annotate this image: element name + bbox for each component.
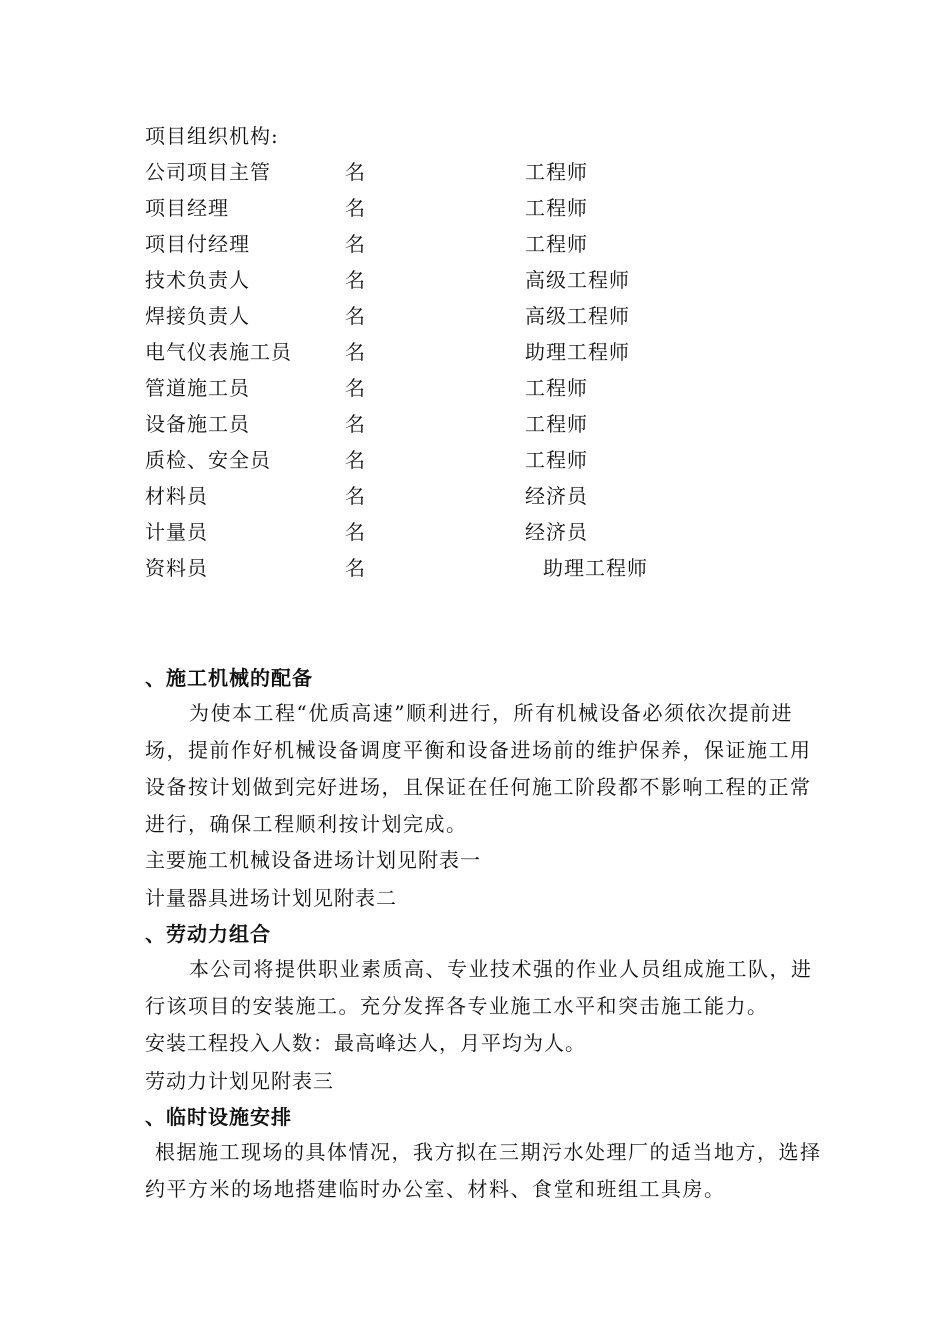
- org-count: 名: [345, 448, 366, 472]
- org-position: 项目经理: [145, 196, 229, 220]
- org-title: 经济员: [525, 484, 588, 508]
- org-row: [0, 410, 950, 446]
- org-count: 名: [345, 340, 366, 364]
- org-title: 高级工程师: [525, 304, 630, 328]
- org-title: 助理工程师: [525, 340, 630, 364]
- labor-paragraph: 本公司将提供职业素质高、专业技术强的作业人员组成施工队，进行该项目的安装施工。充分发挥各专业施工水平和突击施工能力。: [145, 957, 813, 1018]
- org-row: [0, 266, 950, 302]
- org-count: 名: [345, 484, 366, 508]
- org-count: 名: [345, 232, 366, 256]
- org-position: 项目付经理: [145, 232, 250, 256]
- org-position: 电气仪表施工员: [145, 340, 292, 364]
- section-heading-machinery: 、施工机械的配备: [145, 666, 313, 690]
- org-position: 焊接负责人: [145, 304, 250, 328]
- org-count: 名: [345, 196, 366, 220]
- measuring-tools-line: 计量器具进场计划见附表二: [145, 886, 397, 910]
- org-position: 质检、安全员: [145, 448, 271, 472]
- org-position: 计量员: [145, 520, 208, 544]
- org-row: [0, 338, 950, 374]
- org-row: [0, 482, 950, 518]
- org-position: 设备施工员: [145, 412, 250, 436]
- org-position: 资料员: [145, 556, 208, 580]
- section-heading-temp-facilities: 、临时设施安排: [145, 1105, 292, 1129]
- org-row: [0, 554, 950, 590]
- org-title: 工程师: [525, 448, 588, 472]
- org-position: 公司项目主管: [145, 160, 271, 184]
- org-title: 工程师: [525, 412, 588, 436]
- org-row: [0, 302, 950, 338]
- org-title: 高级工程师: [525, 268, 630, 292]
- machinery-schedule-line: 主要施工机械设备进场计划见附表一: [145, 848, 481, 872]
- org-count: 名: [345, 304, 366, 328]
- org-structure-title: 项目组织机构:: [145, 124, 279, 148]
- org-title: 助理工程师: [543, 556, 648, 580]
- org-position: 管道施工员: [145, 376, 250, 400]
- org-count: 名: [345, 268, 366, 292]
- org-row: [0, 518, 950, 554]
- org-count: 名: [345, 556, 366, 580]
- org-position: 材料员: [145, 484, 208, 508]
- org-title: 经济员: [525, 520, 588, 544]
- org-row: [0, 194, 950, 230]
- org-title: 工程师: [525, 232, 588, 256]
- org-count: 名: [345, 160, 366, 184]
- org-row: [0, 374, 950, 410]
- org-title: 工程师: [525, 376, 588, 400]
- org-count: 名: [345, 412, 366, 436]
- org-title: 工程师: [525, 196, 588, 220]
- org-count: 名: [345, 520, 366, 544]
- section-heading-labor: 、劳动力组合: [145, 922, 271, 946]
- org-title: 工程师: [525, 160, 588, 184]
- temp-facilities-paragraph: 根据施工现场的具体情况，我方拟在三期污水处理厂的适当地方，选择约平方米的场地搭建临时办公室、材料、食堂和班组工具房。: [145, 1140, 822, 1201]
- org-count: 名: [345, 376, 366, 400]
- labor-count-line: 安装工程投入人数：最高峰达人，月平均为人。: [145, 1031, 586, 1055]
- org-row: [0, 446, 950, 482]
- machinery-paragraph: 为使本工程“优质高速”顺利进行，所有机械设备必须依次提前进场，提前作好机械设备调度平衡和设备进场前的维护保养，保证施工用设备按计划做到完好进场，且保证在任何施工阶段都不影响工程的正常进行，确保工程顺利按计划完成。: [145, 701, 812, 836]
- org-row: [0, 158, 950, 194]
- org-row: [0, 230, 950, 266]
- org-position: 技术负责人: [145, 268, 250, 292]
- labor-plan-line: 劳动力计划见附表三: [145, 1069, 334, 1093]
